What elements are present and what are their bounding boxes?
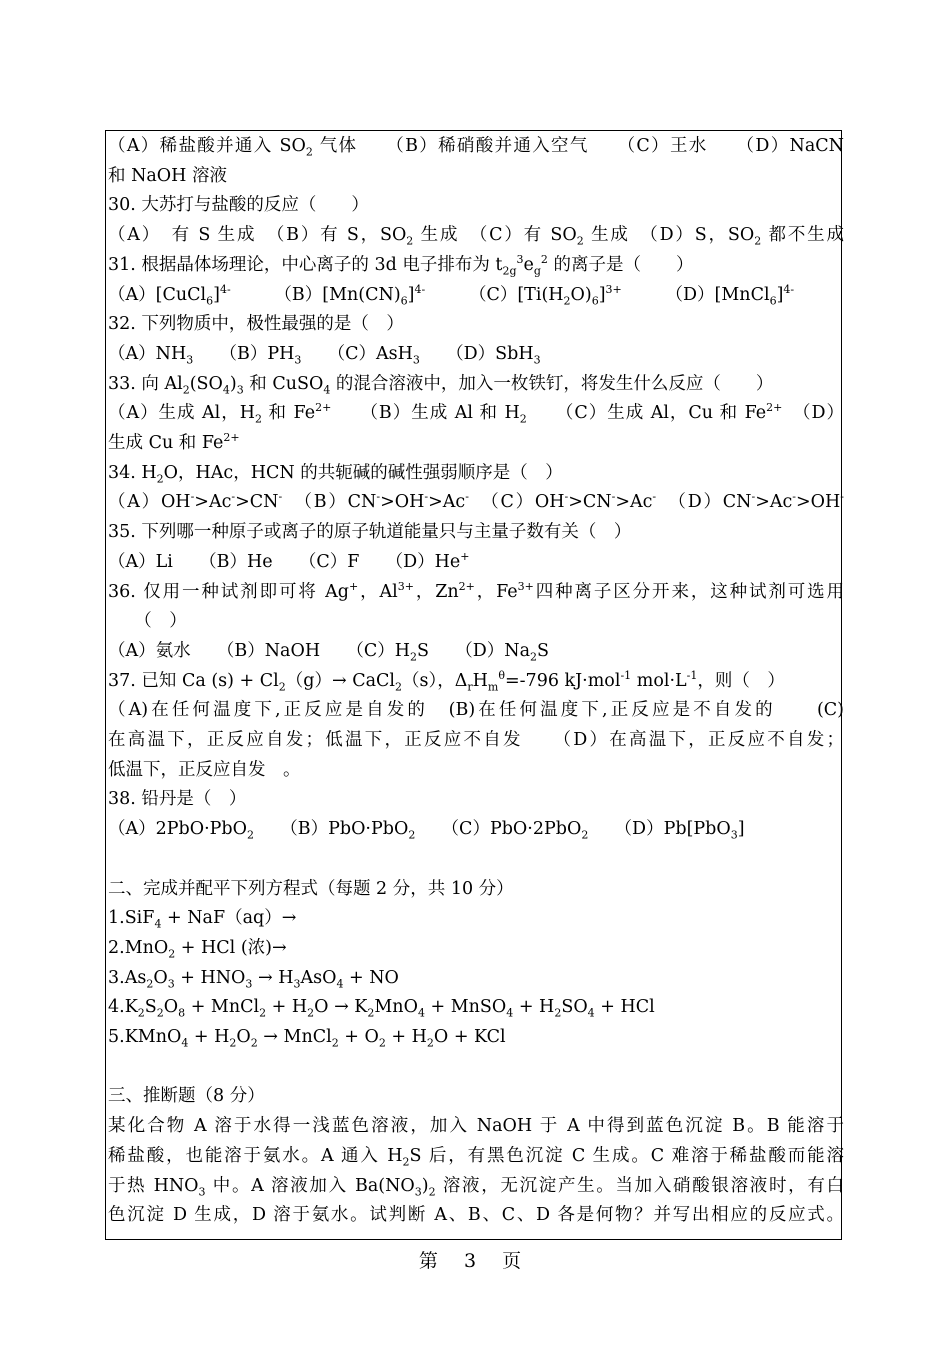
text-line: （A）Li （B）He （C）F （D）He+ [108,549,470,572]
text-line: 35. 下列哪一种原子或离子的原子轨道能量只与主量子数有关（ ） [108,522,632,543]
text-line: （A）氨水 （B）NaOH $(C)H_2S$ $(D)Na_2S$ [108,640,550,664]
text-line: （A） 有 S 生成 （B）有 S，$SO_2$ 生成 （C）有 $SO_2$ 生成 （D）S，$SO_2$ 都不生成 [108,225,844,248]
text-line: 32. 下列物质中，极性最强的是（ ） [108,314,404,335]
text-line: $(A)NH_3$ $(B)PH_3$ （C）AsH$_3$ （D）SbH$_3$ [108,343,541,367]
text-line: 色沉淀 D 生成，D 溶于氨水。试判断 A、B、C、D 各是何物？并写出相应的反应式。 [108,1205,844,1226]
text-line: 生成 Cu 和 $Fe^{2+}$ [108,431,240,453]
text-line: 36. 仅用一种试剂即可将 Ag+，$Al^{3+}$，$Zn^{2+}$，$Fe^{3+}$四种离子区分开来，这种试剂可选用 [108,579,844,602]
page-number: 第 3 页 [418,1250,532,1272]
text-line: 2.MnO$_2$ + HCl (浓)→ [108,937,287,961]
text-line: 稀盐酸，也能溶于氨水。A 通入 $H_2S$ 后，有黑色沉淀 C 生成。C 难溶于稀盐酸而能溶 [108,1145,844,1169]
text-line: 38. 铅丹是（ ） [108,789,247,810]
text-line: 33. 向 $Al_2(SO_4)_3$ 和 CuSO$_4$ 的混合溶液中，加入一枚铁钉，将发生什么反应（ ） [108,373,774,397]
text-line: $4.K_2S_2O_8$ + MnCl$_2$ + $H_2O \to K_2MnO_4$ + MnSO$_4$ + $H_2SO_4$ + HCl [108,997,655,1020]
text-line: 37. 已知 Ca $(s) + Cl_2(g)\to$ CaCl$_2$（s），$\Delta_rH_m^\theta=-796$ kJ·mol$^{-1}$ $mol\cdot L^{-1}$，则（ ） [108,668,785,694]
text-line: 1.SiF$_4$ + NaF（aq）→ [108,908,297,931]
text-line: $3.As_2O_3 + HNO_3 \to H_3AsO_4$ + NO [108,967,399,991]
text-line: 三、推断题（8 分） [108,1086,265,1107]
text-line: （A）生成 Al，$H_2$ 和 $Fe^{2+}$ （B）生成 Al 和 $H_2$ （C）生成 Al，Cu 和 $Fe^{2+}$ （D） [108,401,845,426]
text-line: （A）[CuCl$_6$]$^{4-}$ $(B)[Mn(CN)_6]^{4-}$ $(C)[Ti(H_2O)_6]^{3+}$ （D）[MnCl$_6$]$^{4-}$ [108,282,795,307]
text-line: （A）2PbO·PbO$_2$ （B）PbO·PbO$_2$ （C）PbO·2PbO$_2$ （D）Pb[PbO$_3$] [108,819,745,842]
text-line: （A）OH->Ac->CN- （B）CN->OH->Ac- （C）OH->CN->Ac- （D）CN->Ac->OH- [108,490,845,513]
text-line: 在高温下，正反应自发；低温下，正反应不自发 （D）在高温下，正反应不自发； [108,730,844,750]
text-line: （A）稀盐酸并通入 $SO_2$ 气体 （B）稀硝酸并通入空气 （C）王水 （D）NaCN [108,136,844,159]
text-line: 34. $H_2O$，HAc，HCN 的共轭碱的碱性强弱顺序是（ ） [108,462,563,486]
text-line: 和 NaOH 溶液 [108,165,227,186]
text-line: 30. 大苏打与盐酸的反应（ ） [108,195,369,216]
text-line: 低温下，正反应自发 。 [108,759,301,780]
text-line: 某化合物 A 溶于水得一浅蓝色溶液，加入 NaOH 于 A 中得到蓝色沉淀 B。B 能溶于 [108,1116,844,1137]
text-line: （ ） [108,611,187,632]
text-line: 31. 根据晶体场理论，中心离子的 3d 电子排布为 $t_{2g}^3e_g^2$ 的离子是（ ） [108,252,694,278]
text-line: （A)在任何温度下,正反应是自发的 (B)在任何温度下,正反应是不自发的 (C) [108,700,844,721]
text-line [108,844,844,874]
text-line: 二、完成并配平下列方程式（每题 2 分，共 10 分） [108,878,514,899]
text-line [108,1052,844,1082]
text-line: 于热 $HNO_3$ 中。A 溶液加入 $Ba(NO_3)_2$ 溶液，无沉淀产生。当加入硝酸银溶液时，有白 [108,1175,844,1198]
text-line: 5.KMnO$_4$ + $H_2O_2$ → MnCl$_2$ + $O_2 + H_2O$ + KCl [108,1027,506,1050]
